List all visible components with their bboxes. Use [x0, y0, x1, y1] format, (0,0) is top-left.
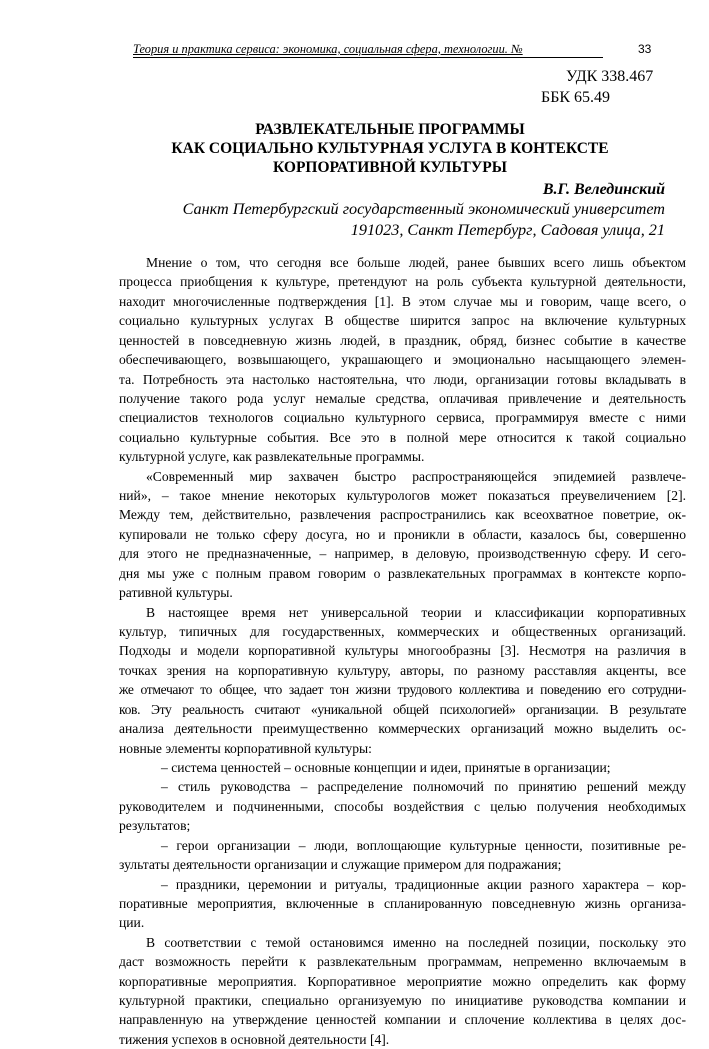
body-line: культурной услуге, как развлекательные программы.	[119, 449, 425, 465]
body-line: тижения успехов в основной деятельности [4].	[119, 1031, 390, 1047]
body-line: процесса приобщения к культуре, претендуют на роль субъекта культурной деятельности,	[119, 274, 686, 290]
body-line: Подходы и модели корпоративной культуры многообразны [3]. Несмотря на различия в	[119, 643, 686, 659]
body-line: ний», – такое мнение некоторых культурологов может показаться преувеличением [2].	[119, 488, 686, 504]
body-line: точках зрения на корпоративную культуру, авторы, по разному расставляя акценты, все	[119, 662, 686, 678]
body-line: купировали не только сферу досуга, но и проникли в области, казалось бы, совершенно	[119, 526, 686, 542]
body-line: зультаты деятельности организации и служащие примером для подражания;	[119, 857, 562, 873]
body-line: направленную на утверждение ценностей компании и сплочение коллектива в целях дос-	[119, 1012, 686, 1028]
author-affiliation	[183, 199, 665, 241]
article-title	[120, 120, 660, 177]
body-line: Мнение о том, что сегодня все больше людей, ранее бывших всего лишь объектом	[146, 255, 686, 270]
body-line: же отмечают то общее, что задает тон жизни трудового коллектива и поведению его сотрудни-	[119, 682, 686, 698]
body-line: культур, типичных для государственных, коммерческих и общественных организаций.	[119, 624, 686, 640]
affiliation-line: Санкт Петербургский государственный экономический университет	[182, 200, 665, 218]
author-name: В.Г. Велединский	[542, 181, 665, 198]
body-line: та. Потребность эта настолько настоятельна, что люди, организации готовы вкладывать в	[119, 371, 686, 387]
title-line: РАЗВЛЕКАТЕЛЬНЫЕ ПРОГРАММЫ	[255, 121, 525, 138]
body-line: социально культурные события. Все это в полной мере относится к такой социально	[119, 429, 686, 445]
body-line: анализа деятельности преимущественно коммерческих организаций можно выделить ос-	[119, 721, 686, 737]
body-line: культурной практики, специально организуемую по инициативе руководства компании и	[119, 993, 686, 1009]
udk-code: УДК 338.467	[566, 68, 654, 85]
bbk-code: ББК 65.49	[541, 89, 611, 106]
body-line: социально культурных услугах В обществе ширится запрос на включение культурных	[119, 313, 686, 329]
body-line: новные элементы корпоративной культуры:	[119, 740, 372, 756]
body-line: корпоративные мероприятия. Корпоративное мероприятие можно определить как форму	[119, 973, 686, 989]
body-line: ценностей в повседневную жизнь людей, в праздник, обряд, бизнес событие в качестве	[119, 332, 686, 348]
body-line: – система ценностей – основные концепции и идеи, принятые в организации;	[161, 759, 611, 775]
body-line: – герои организации – люди, воплощающие культурные ценности, позитивные ре-	[161, 837, 686, 853]
body-line: Между тем, действительно, развлечения распространились как всеохватное поветрие, ок-	[119, 507, 686, 523]
body-line: результатов;	[119, 818, 191, 834]
body-line: руководителем и подчиненными, способы воздействия с целью получения необходимых	[119, 798, 686, 814]
body-line: ков. Эту реальность считают «уникальной общей психологией» организации. В результате	[119, 701, 686, 717]
affiliation-line: 191023, Санкт Петербург, Садовая улица, 21	[350, 221, 665, 239]
body-line: ции.	[119, 915, 145, 931]
body-line: В соответствии с темой остановимся именно на последней позиции, поскольку это	[146, 934, 686, 950]
title-line: КАК СОЦИАЛЬНО КУЛЬТУРНАЯ УСЛУГА В КОНТЕКСТЕ	[171, 140, 609, 157]
body-line: В настоящее время нет универсальной теории и классификации корпоративных	[146, 604, 686, 620]
body-line: – стиль руководства – распределение полномочий по принятию решений между	[161, 779, 686, 795]
body-line: «Современный мир захвачен быстро распространяющейся эпидемией развлече-	[146, 468, 686, 484]
body-line: – праздники, церемонии и ритуалы, традиционные акции разного характера – кор-	[161, 876, 686, 892]
body-line: ративной культуры.	[119, 585, 233, 601]
article-body	[119, 253, 686, 1049]
title-line: КОРПОРАТИВНОЙ КУЛЬТУРЫ	[273, 159, 507, 176]
body-line: находит многочисленные подтверждения [1]. В этом случае мы и говорим, чаще всего, о	[119, 293, 686, 309]
body-line: обеспечивающего, возвышающего, украшающего и эмоционально насыщающего элемен-	[119, 352, 686, 368]
running-head	[133, 42, 603, 58]
body-line: даст возможность перейти к развлекательным программам, непременно включаемым в	[119, 954, 686, 970]
body-line: для этого не предназначенные, – например, в деловую, производственную сферу. И сего-	[119, 546, 686, 562]
body-line: дня мы уже с полным правом говорим о развлекательных программах в контексте корпо-	[119, 565, 686, 581]
body-line: поративные мероприятия, включенные в спланированную повседневную жизнь организа-	[119, 895, 686, 911]
body-line: получение такого рода услуг немалые средства, оплачивая привлечение и деятельность	[119, 390, 686, 406]
page-number: 33	[638, 42, 652, 56]
journal-title: Теория и практика сервиса: экономика, социальная сфера, технологии. №	[133, 42, 523, 56]
body-line: специалистов технологов социально культурного сервиса, программируя вместе с ними	[119, 410, 686, 426]
